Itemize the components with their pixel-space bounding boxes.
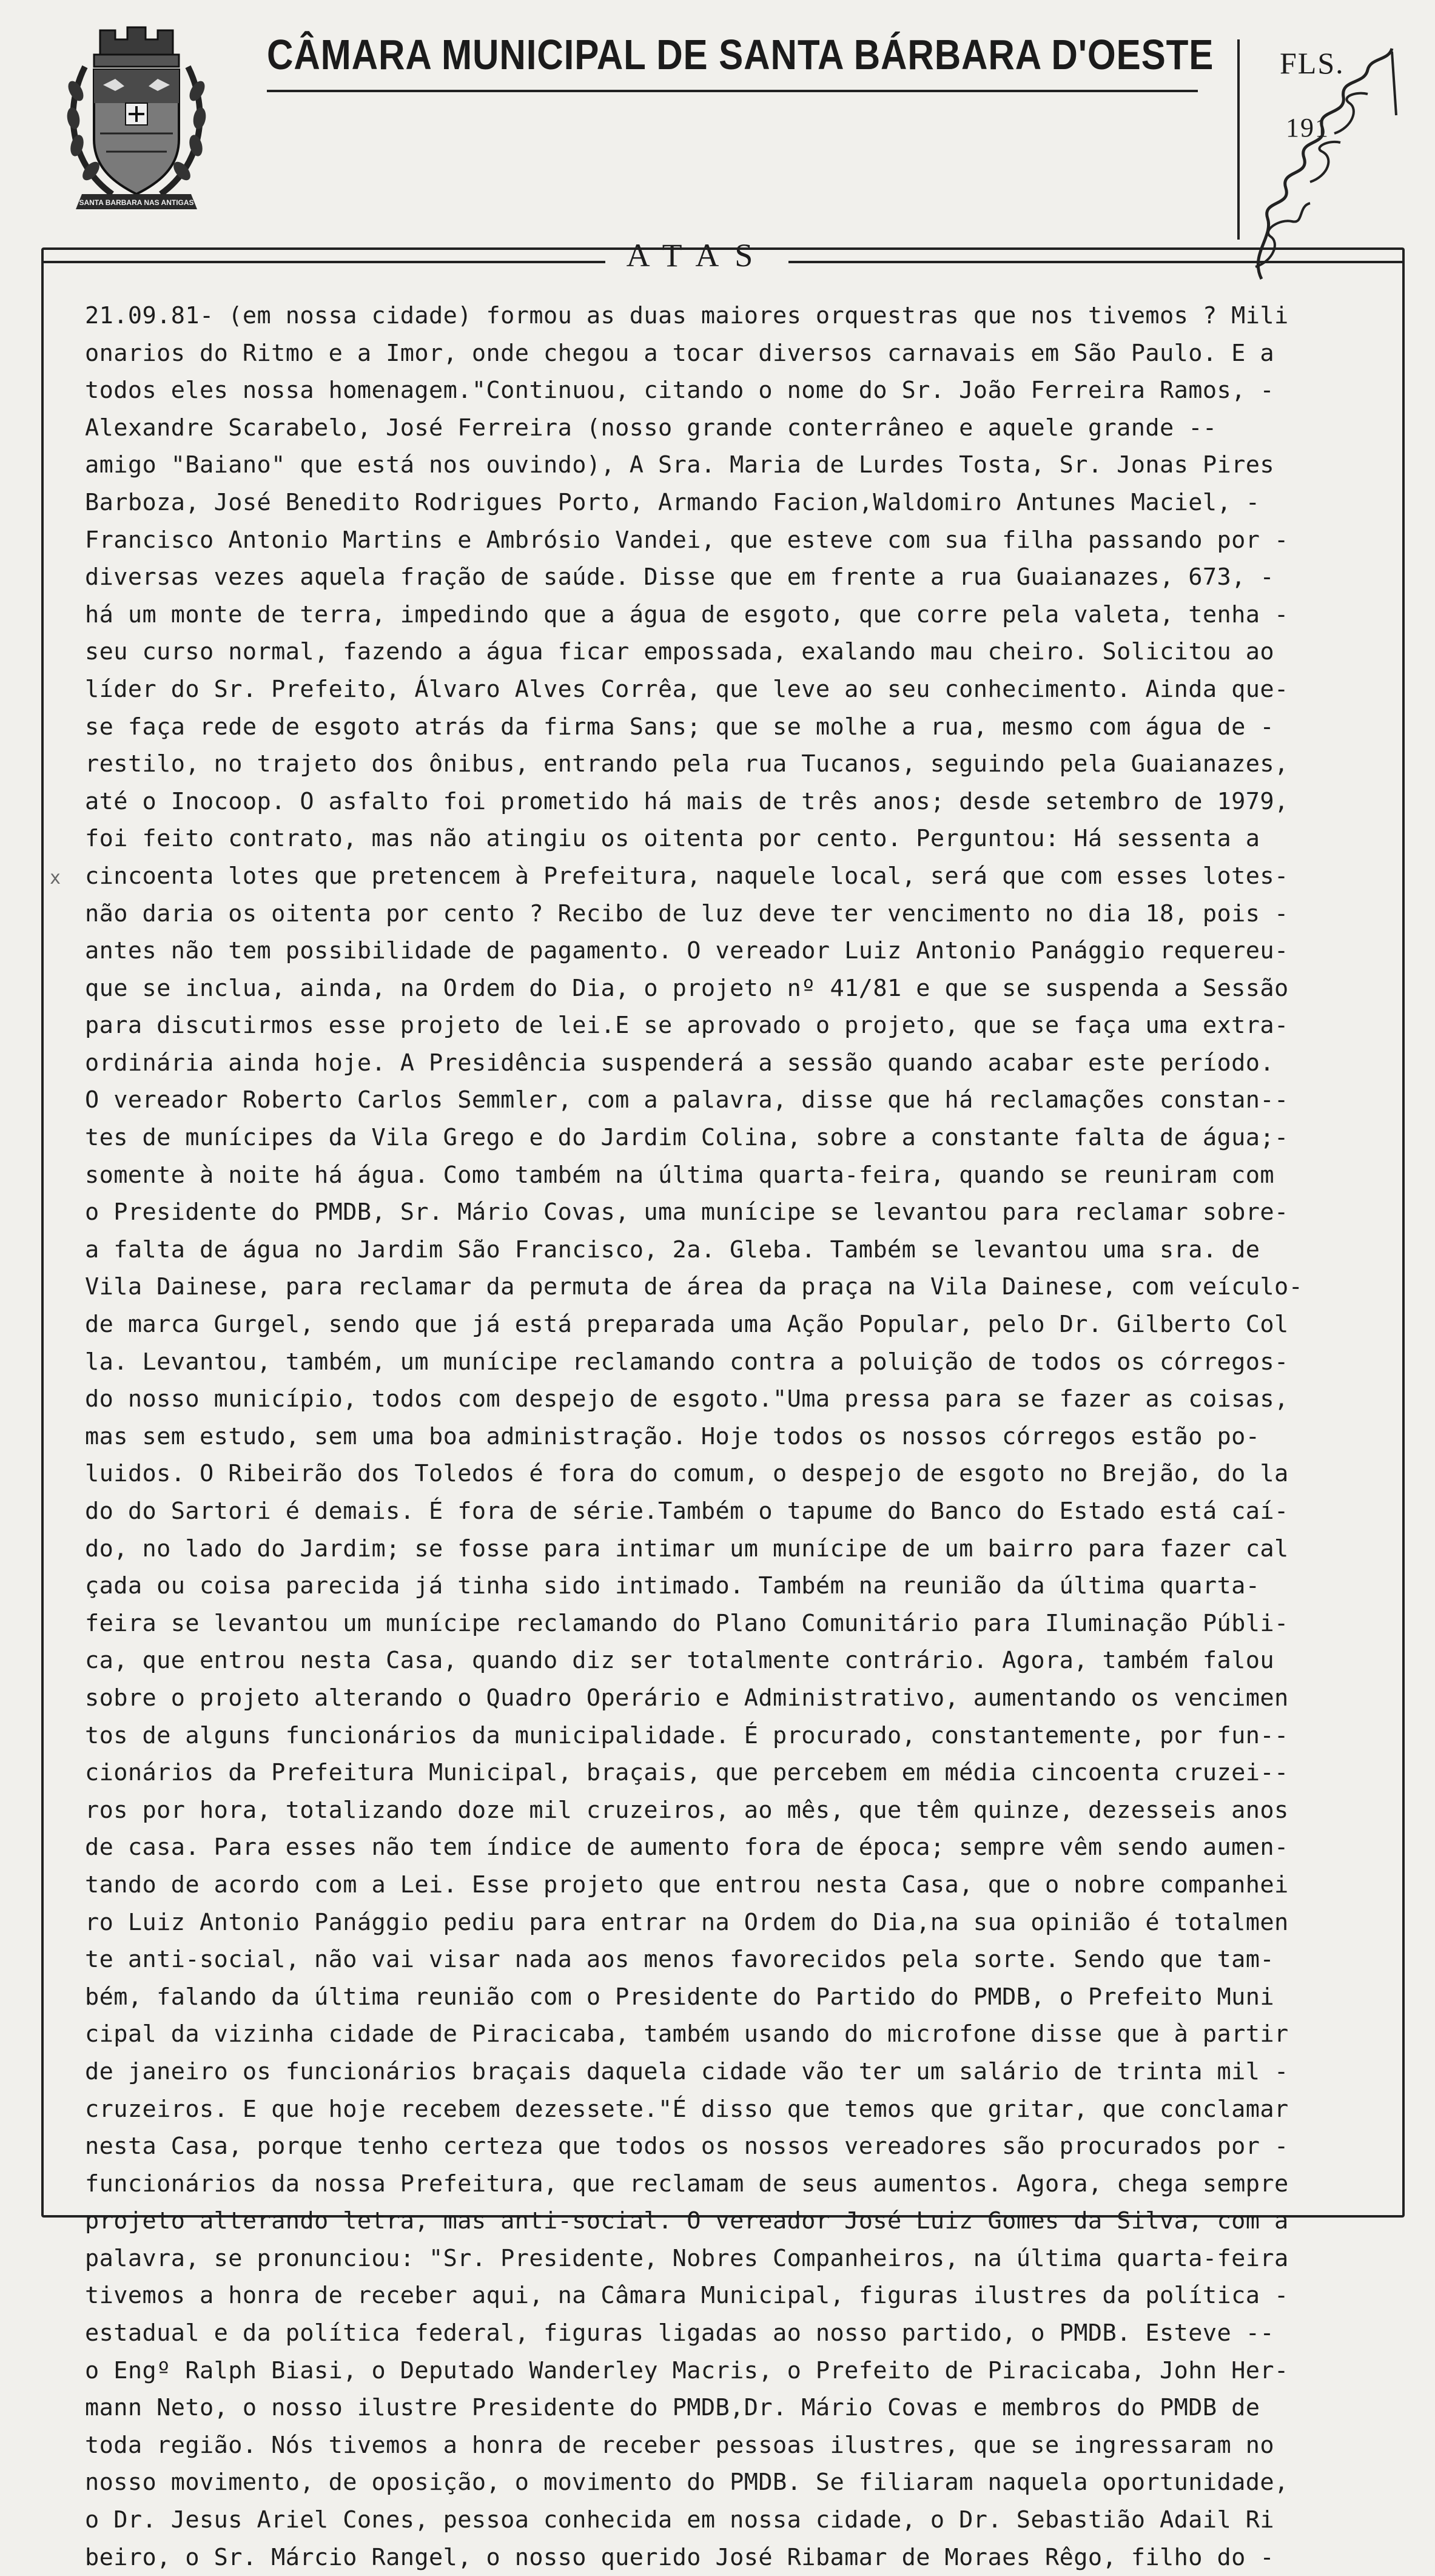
minutes-line: amigo "Baiano" que está nos ouvindo), A Sra. Maria de Lurdes Tosta, Sr. Jonas Pires <box>85 451 1274 479</box>
minutes-line: de casa. Para esses não tem índice de aumento fora de época; sempre vêm sendo aumen- <box>85 1834 1289 1861</box>
crest-motto: SANTA BARBARA NAS ANTIGAS <box>79 198 194 207</box>
minutes-line: O vereador Roberto Carlos Semmler, com a palavra, disse que há reclamações constan-- <box>85 1086 1289 1114</box>
minutes-line: projeto alterando letra, mas anti-social. O vereador José Luiz Gomes da Silva, com a <box>85 2207 1289 2235</box>
minutes-line: ca, que entrou nesta Casa, quando diz ser totalmente contrário. Agora, também falou <box>85 1647 1274 1675</box>
minutes-line: ros por hora, totalizando doze mil cruzeiros, ao mês, que têm quinze, dezesseis anos <box>85 1796 1289 1824</box>
minutes-line: palavra, se pronunciou: "Sr. Presidente, Nobres Companheiros, na última quarta-feira <box>85 2244 1289 2272</box>
minutes-line: se faça rede de esgoto atrás da firma Sans; que se molhe a rua, mesmo com água de - <box>85 713 1274 741</box>
minutes-line: 21.09.81- (em nossa cidade) formou as duas maiores orquestras que nos tivemos ? Mili <box>85 302 1289 329</box>
minutes-line: cipal da vizinha cidade de Piracicaba, também usando do microfone disse que à partir <box>85 2020 1289 2048</box>
minutes-line: somente à noite há água. Como também na última quarta-feira, quando se reuniram com <box>85 1161 1274 1189</box>
minutes-line: mann Neto, o nosso ilustre Presidente do PMDB,Dr. Mário Covas e membros do PMDB de <box>85 2394 1260 2422</box>
minutes-line: cruzeiros. E que hoje recebem dezessete."É disso que temos que gritar, que conclamar <box>85 2095 1289 2123</box>
minutes-line: líder do Sr. Prefeito, Álvaro Alves Corrêa, que leve ao seu conhecimento. Ainda que- <box>85 675 1289 703</box>
minutes-line: diversas vezes aquela fração de saúde. Disse que em frente a rua Guaianazes, 673, - <box>85 563 1274 591</box>
margin-mark: x <box>50 867 61 889</box>
folio-number: 191 <box>1286 113 1329 143</box>
header-rule <box>267 90 1198 92</box>
folio-label: FLS. <box>1280 46 1345 80</box>
minutes-line: la. Levantou, também, um munícipe reclamando contra a poluição de todos os córregos- <box>85 1348 1289 1376</box>
minutes-line: do nosso município, todos com despejo de esgoto."Uma pressa para se fazer as coisas, <box>85 1385 1289 1413</box>
minutes-line: feira se levantou um munícipe reclamando do Plano Comunitário para Iluminação Públi- <box>85 1609 1289 1637</box>
minutes-line: funcionários da nossa Prefeitura, que reclamam de seus aumentos. Agora, chega sempre <box>85 2170 1289 2198</box>
minutes-line: nesta Casa, porque tenho certeza que todos os nossos vereadores são procurados por - <box>85 2133 1289 2161</box>
minutes-line: do, no lado do Jardim; se fosse para intimar um munícipe de um bairro para fazer cal <box>85 1535 1289 1562</box>
minutes-line: onarios do Ritmo e a Imor, onde chegou a tocar diversos carnavais em São Paulo. E a <box>85 339 1274 367</box>
minutes-line: çada ou coisa parecida já tinha sido intimado. Também na reunião da última quarta- <box>85 1572 1260 1600</box>
minutes-line: ordinária ainda hoje. A Presidência suspenderá a sessão quando acabar este período. <box>85 1049 1274 1077</box>
minutes-line: não daria os oitenta por cento ? Recibo de luz deve ter vencimento no dia 18, pois - <box>85 900 1289 927</box>
minutes-line: mas sem estudo, sem uma boa administração. Hoje todos os nossos córregos estão po- <box>85 1422 1260 1450</box>
chamber-title: CÂMARA MUNICIPAL DE SANTA BÁRBARA D'OESTE <box>267 31 1214 78</box>
minutes-line: restilo, no trajeto dos ônibus, entrando pela rua Tucanos, seguindo pela Guaianazes, <box>85 750 1289 778</box>
minutes-line: Alexandre Scarabelo, José Ferreira (nosso grande conterrâneo e aquele grande -- <box>85 414 1217 442</box>
minutes-line: Francisco Antonio Martins e Ambrósio Vandei, que esteve com sua filha passando por - <box>85 526 1289 554</box>
minutes-line: o Presidente do PMDB, Sr. Mário Covas, uma munícipe se levantou para reclamar sobre- <box>85 1199 1289 1226</box>
minutes-line: Vila Dainese, para reclamar da permuta de área da praça na Vila Dainese, com veículo- <box>85 1273 1303 1301</box>
minutes-line: Barboza, José Benedito Rodrigues Porto, Armando Facion,Waldomiro Antunes Maciel, - <box>85 488 1260 516</box>
minutes-line: toda região. Nós tivemos a honra de receber pessoas ilustres, que se ingressaram no <box>85 2431 1274 2459</box>
minutes-line: ro Luiz Antonio Panággio pediu para entrar na Ordem do Dia,na sua opinião é totalmen <box>85 1908 1289 1936</box>
minutes-line: tivemos a honra de receber aqui, na Câmara Municipal, figuras ilustres da política - <box>85 2282 1289 2310</box>
minutes-line: que se inclua, ainda, na Ordem do Dia, o projeto nº 41/81 e que se suspenda a Sessão <box>85 974 1289 1002</box>
minutes-line: foi feito contrato, mas não atingiu os oitenta por cento. Perguntou: Há sessenta a <box>85 825 1260 853</box>
minutes-line: todos eles nossa homenagem."Continuou, citando o nome do Sr. João Ferreira Ramos, - <box>85 377 1274 405</box>
minutes-line: tando de acordo com a Lei. Esse projeto que entrou nesta Casa, que o nobre companhei <box>85 1871 1289 1898</box>
minutes-line: para discutirmos esse projeto de lei.E se aprovado o projeto, que se faça uma extra- <box>85 1012 1289 1040</box>
minutes-line: do do Sartori é demais. É fora de série.Também o tapume do Banco do Estado está caí- <box>85 1498 1289 1525</box>
minutes-line: até o Inocoop. O asfalto foi prometido há mais de três anos; desde setembro de 1979, <box>85 787 1289 815</box>
minutes-line: luidos. O Ribeirão dos Toledos é fora do comum, o despejo de esgoto no Brejão, do la <box>85 1460 1289 1488</box>
minutes-line: nosso movimento, de oposição, o movimento do PMDB. Se filiaram naquela oportunidade, <box>85 2469 1289 2497</box>
minutes-line: sobre o projeto alterando o Quadro Operário e Administrativo, aumentando os vencimen <box>85 1684 1289 1712</box>
municipal-crest-logo <box>58 12 215 218</box>
minutes-line: a falta de água no Jardim São Francisco, 2a. Gleba. Também se levantou uma sra. de <box>85 1236 1260 1263</box>
minutes-line: há um monte de terra, impedindo que a água de esgoto, que corre pela valeta, tenha - <box>85 600 1289 628</box>
minutes-line: antes não tem possibilidade de pagamento. O vereador Luiz Antonio Panággio requereu- <box>85 937 1289 965</box>
minutes-line: bém, falando da última reunião com o Presidente do Partido do PMDB, o Prefeito Muni <box>85 1983 1274 2011</box>
minutes-line: te anti-social, não vai visar nada aos menos favorecidos pela sorte. Sendo que tam- <box>85 1946 1274 1974</box>
minutes-line: cincoenta lotes que pretencem à Prefeitura, naquele local, será que com esses lotes- <box>85 862 1289 890</box>
minutes-line: de janeiro os funcionários braçais daquela cidade vão ter um salário de trinta mil - <box>85 2057 1289 2085</box>
minutes-line: de marca Gurgel, sendo que já está preparada uma Ação Popular, pelo Dr. Gilberto Col <box>85 1311 1289 1339</box>
minutes-line: o Engº Ralph Biasi, o Deputado Wanderley Macris, o Prefeito de Piracicaba, John Her- <box>85 2356 1289 2384</box>
section-title: ATAS <box>626 237 769 274</box>
minutes-line: seu curso normal, fazendo a água ficar empossada, exalando mau cheiro. Solicitou ao <box>85 638 1274 666</box>
minutes-body <box>85 297 1371 2576</box>
minutes-line: tes de munícipes da Vila Grego e do Jardim Colina, sobre a constante falta de água;- <box>85 1124 1289 1152</box>
minutes-line: cionários da Prefeitura Municipal, braçais, que percebem em média cincoenta cruzei-- <box>85 1759 1289 1787</box>
minutes-line: tos de alguns funcionários da municipalidade. É procurado, constantemente, por fun-- <box>85 1721 1289 1749</box>
minutes-line: beiro, o Sr. Márcio Rangel, o nosso querido José Ribamar de Moraes Rêgo, filho do - <box>85 2543 1274 2571</box>
minutes-line: o Dr. Jesus Ariel Cones, pessoa conhecida em nossa cidade, o Dr. Sebastião Adail Ri <box>85 2506 1274 2534</box>
minutes-line: estadual e da política federal, figuras ligadas ao nosso partido, o PMDB. Esteve -- <box>85 2319 1274 2347</box>
